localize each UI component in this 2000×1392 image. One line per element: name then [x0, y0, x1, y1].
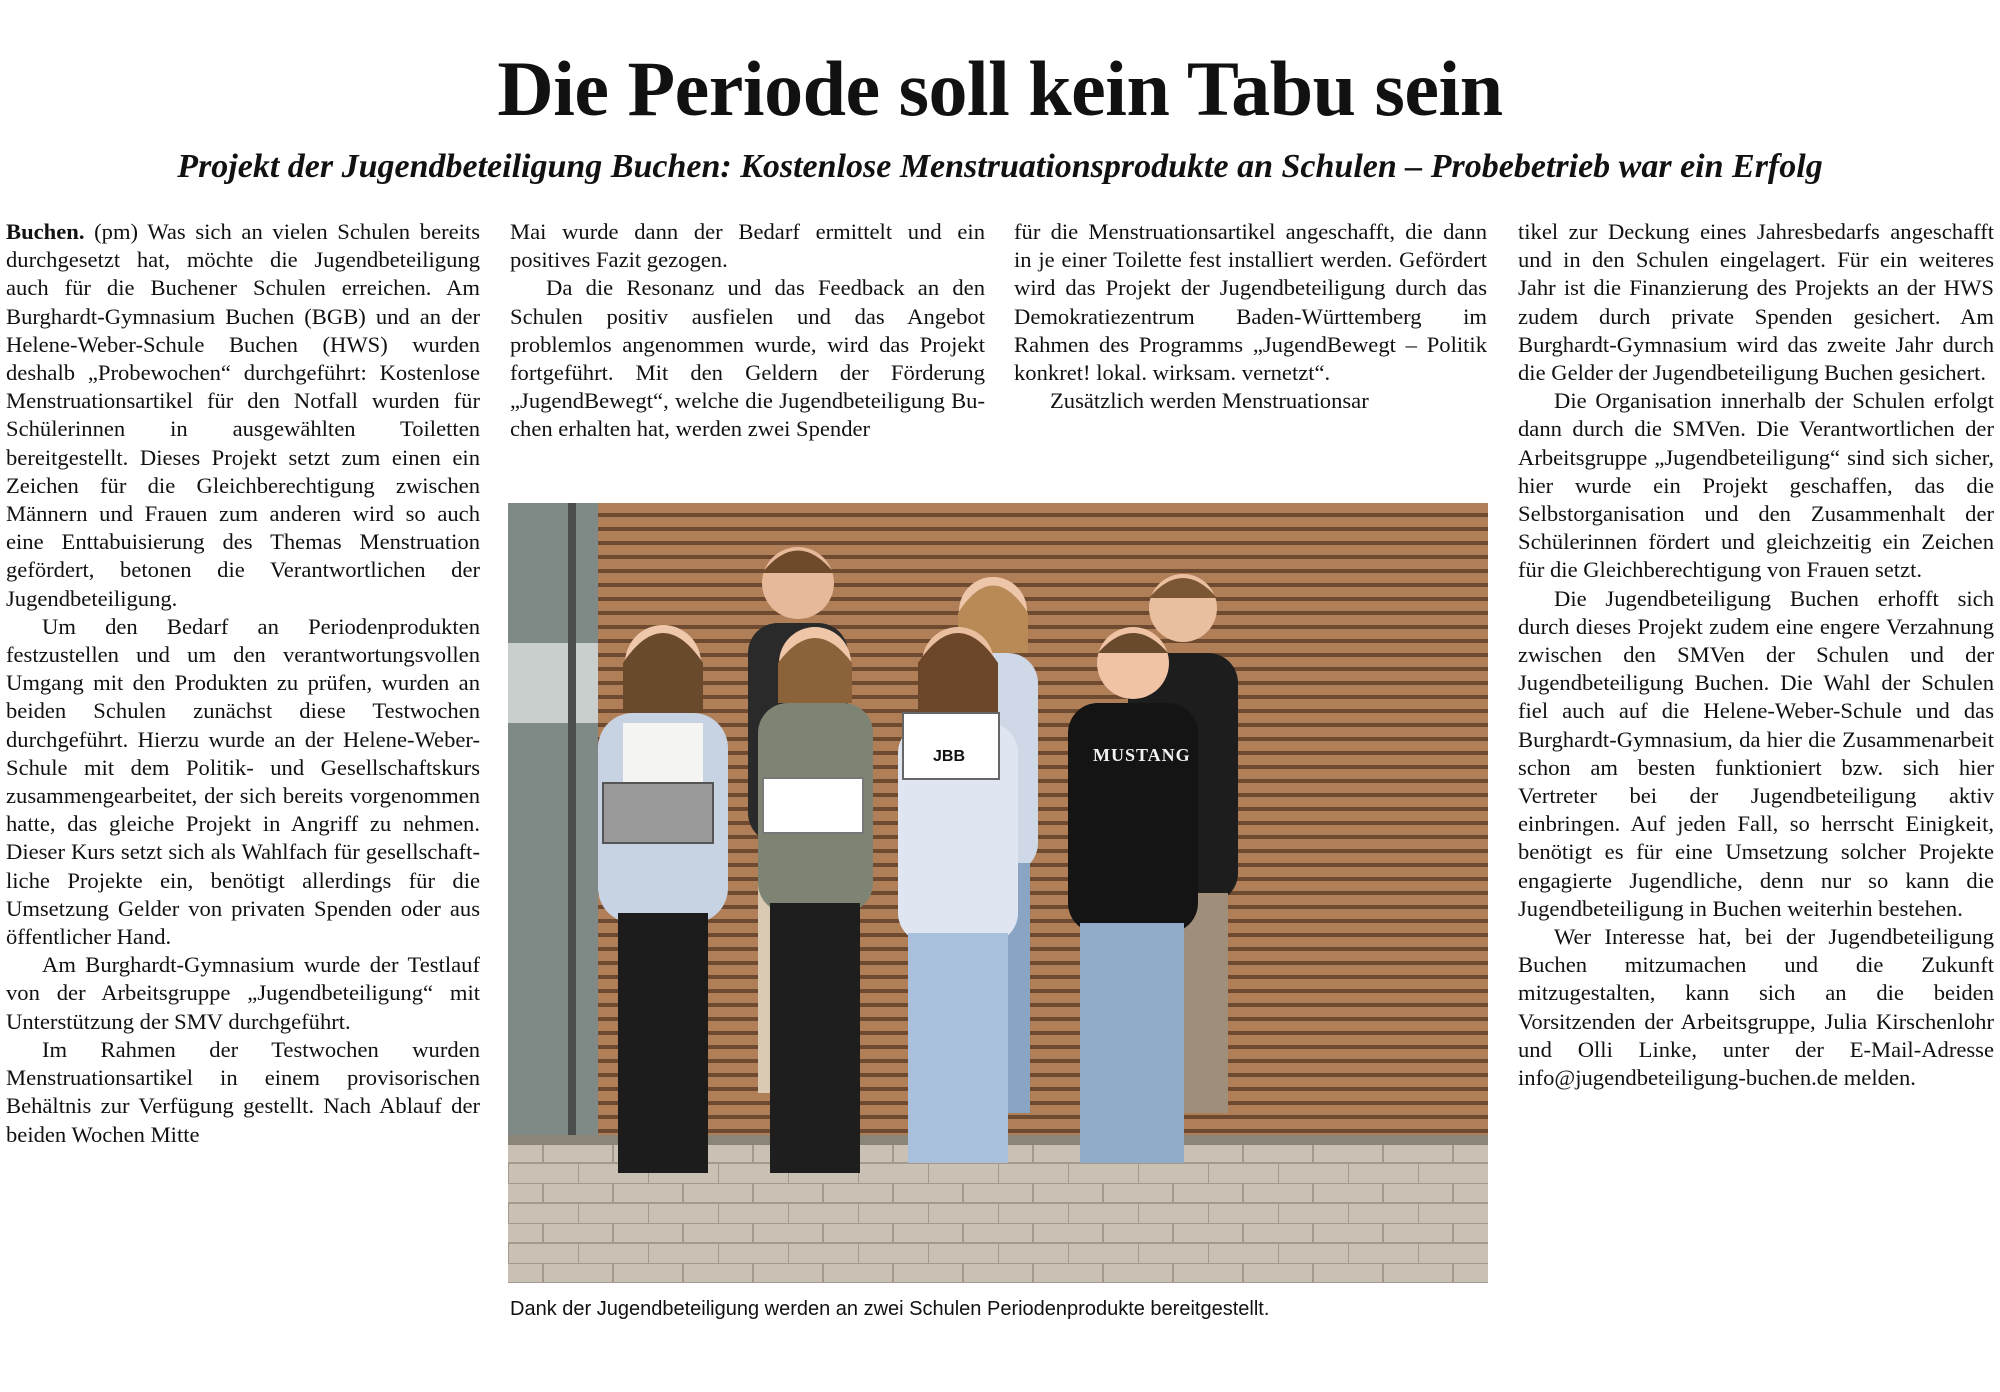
- article-column-1: [6, 218, 480, 1149]
- paragraph: für die Menstruationsartikel angeschafft, die dann in je einer Toilette fest installiert werden. Gefördert wird das Projekt der Jugendbeteiligung durch das Demokratiezentrum Baden-Württemberg im Rahmen des Programms „JugendBewegt – Politik konkret! lokal. wirksam. vernetzt“.: [1014, 219, 1487, 386]
- paragraph: Wer Interesse hat, bei der Jugendbeteiligung Buchen mitzumachen und die Zukunft mitzugestalten, kann sich an die beiden Vorsitzenden der Arbeitsgruppe, Julia Kirschenlohr und Olli Linke, unter der E-Mail-Adresse info@jugendbeteiligung-buchen.de melden.: [1518, 924, 1994, 1091]
- dateline: Buchen.: [6, 219, 85, 244]
- paragraph: Um den Bedarf an Periodenprodukten festzustellen und um den verantwortungsvollen Umgang mit den Produkten zu prüfen, wurden an beiden Schulen zunächst diese Testwochen durchgeführt. Hierzu wurde an der Helene-Weber-Schule mit dem Politik- und Gesellschaftskurs zusammengearbeitet, der sich bereits vorgenommen hatte, das gleiche Projekt in Angriff zu nehmen. Dieser Kurs setzt sich als Wahlfach für gesellschaftliche Projekte ein, benötigt allerdings für die Umsetzung Gelder von privaten Spenden oder aus öffentlicher Hand.: [6, 613, 480, 950]
- paragraph: Mai wurde dann der Bedarf ermittelt und ein positives Fazit gezogen.: [510, 219, 985, 273]
- shirt-print: MUSTANG: [1093, 745, 1191, 765]
- person: [1068, 627, 1198, 1163]
- paragraph: Die Jugendbeteiligung Buchen erhofft sich durch dieses Projekt zudem eine engere Verzahnung zwischen den SMVen der Schulen und der Jugendbeteiligung Buchen. Die Wahl der Schulen fiel auch auf die Helene-Weber-Schule und das Burghardt-Gymnasium, da hier die Zusammenarbeit schon am besten funktioniert bzw. sich hier Vertreter bei der Jugendbeteiligung aktiv einbringen. Auf jeden Fall, so herrscht Einigkeit, benötigt es für eine Umsetzung solcher Projekte engagierte Jugendliche, denn nur so kann die Jugendbeteiligung in Buchen weiterhin bestehen.: [1518, 585, 1994, 921]
- group-photo: [508, 503, 1488, 1283]
- person: [758, 627, 873, 1173]
- certificate-logo: JBB: [933, 748, 966, 765]
- article-column-3: [1014, 218, 1487, 415]
- photo-caption: Dank der Jugendbeteiligung werden an zwei Schulen Periodenprodukte bereitgestellt.: [510, 1298, 1270, 1320]
- article-column-4: [1518, 218, 1994, 1092]
- paragraph: [6, 218, 480, 613]
- paragraph: Im Rahmen der Testwochen wurden Menstruationsartikel in einem provisorischen Behältnis zur Verfügung gestellt. Nach Ablauf der beiden Wochen Mitte: [6, 1036, 480, 1147]
- headline: Die Periode soll kein Tabu sein: [497, 45, 1503, 132]
- certificate: [903, 713, 999, 779]
- paragraph: tikel zur Deckung eines Jahresbedarfs angeschafft und in den Schulen eingelagert. Für ein weiteres Jahr ist die Finanzierung des Projekts an der HWS zudem durch private Spenden gesichert. Am Burghardt-Gymnasium wird das zweite Jahr durch die Gelder der Jugendbeteiligung Buchen gesichert.: [1518, 219, 1994, 386]
- paragraph: Da die Resonanz und das Feedback an den Schulen positiv ausfielen und das Angebot problemlos angenommen wurde, wird das Projekt fortgeführt. Mit den Geldern der Förderung „JugendBewegt“, welche die Jugendbeteiligung Buchen erhalten hat, werden zwei Spender: [510, 275, 985, 442]
- group-photo-illustration: [508, 503, 1488, 1283]
- paragraph-text: (pm) Was sich an vielen Schulen bereits durchgesetzt hat, möchte die Jugendbeteiligung auch für die Buchener Schulen erreichen. Am Burghardt-Gymnasium Buchen (BGB) und an der Helene-Weber-Schule Buchen (HWS) wurden deshalb „Probewochen“ durchgeführt: Kostenlose Menstruationsartikel für den Notfall wurden für Schülerinnen in ausgewählten Toiletten bereitgestellt. Dieses Projekt setzt zum einen ein Zeichen für die Gleichberechtigung zwischen Männern und Frauen zum anderen wird so auch eine Enttabuisierung des Themas Menstruation gefördert, betonen die Verantwortlichen der Jugendbeteiligung.: [6, 219, 480, 611]
- paragraph: Am Burghardt-Gymnasium wurde der Testlauf von der Arbeitsgruppe „Jugendbeteiligung“ mit Unterstützung der SMV durchgeführt.: [6, 952, 480, 1034]
- subheadline: Projekt der Jugendbeteiligung Buchen: Kostenlose Menstruationsprodukte an Schulen – Probebetrieb war ein Erfolg: [177, 148, 1823, 185]
- article-column-2: [510, 218, 985, 444]
- paragraph: Die Organisation innerhalb der Schulen erfolgt dann durch die SMVen. Die Verantwortlichen der Arbeitsgruppe „Jugendbeteiligung“ sind sich sicher, hier wurde ein Projekt geschaffen, das die Selbstorganisation und den Zusammenhalt der Schülerinnen fördert und gleichzeitig ein Zeichen für die Gleichberechtigung von Frauen setzt.: [1518, 388, 1994, 583]
- paragraph: Zusätzlich werden Menstruationsar: [1050, 388, 1369, 414]
